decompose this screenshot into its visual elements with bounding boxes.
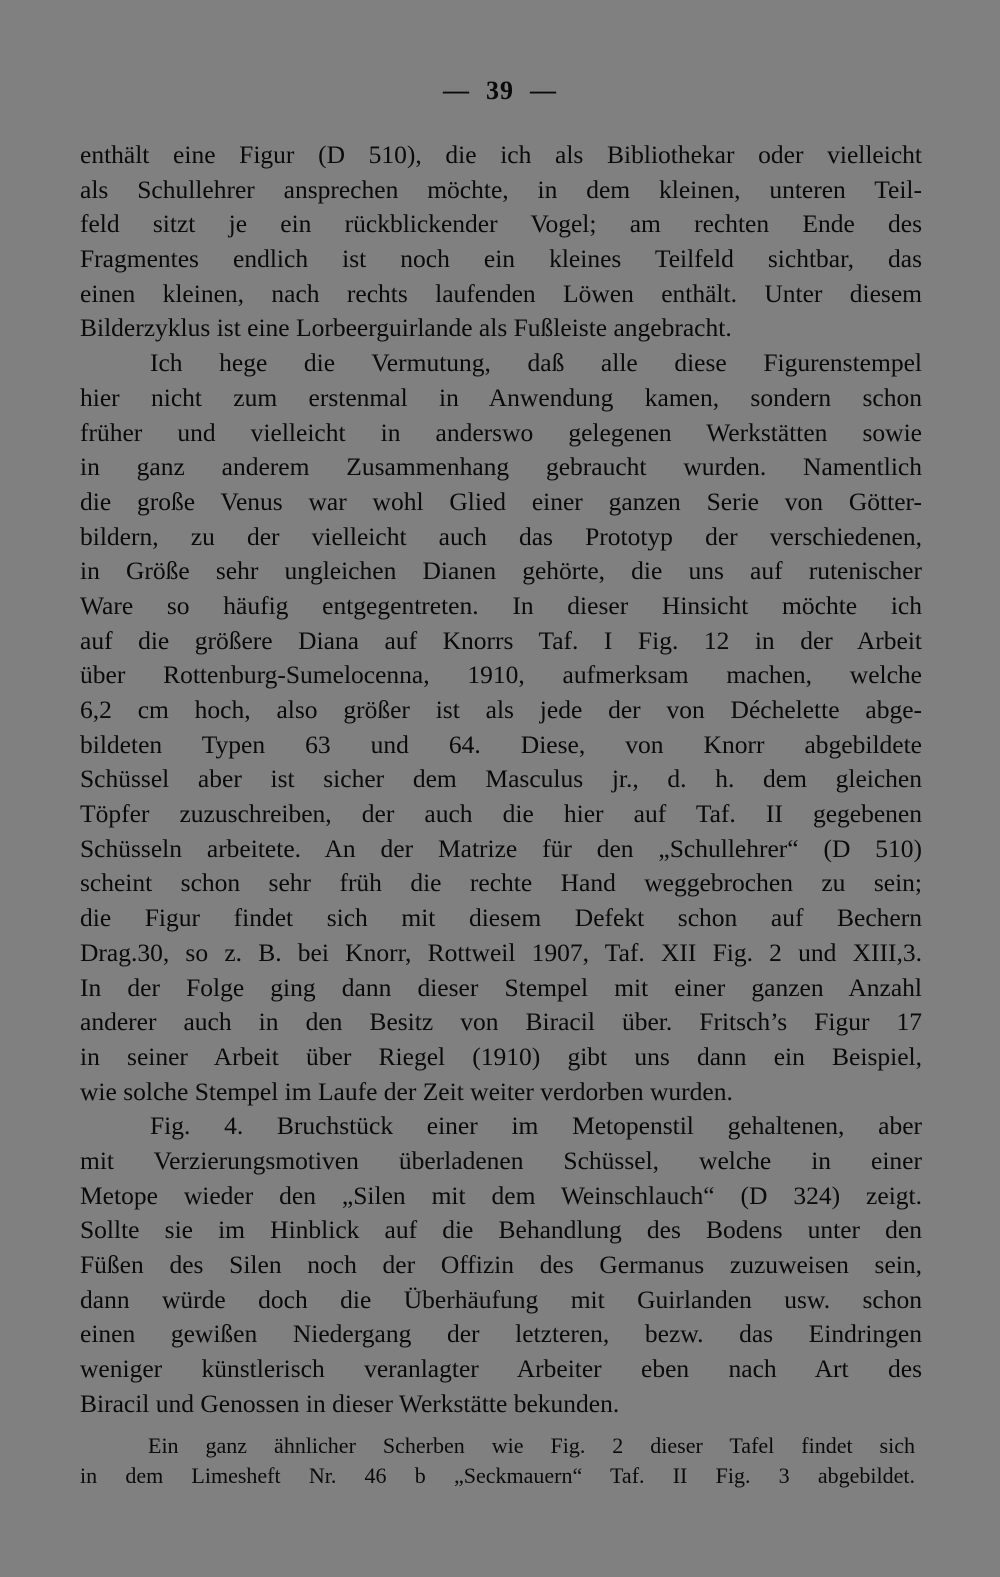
text-line: hier nicht zum erstenmal in Anwendung kamen, sondern schon <box>80 382 922 412</box>
text-line: dann würde doch die Überhäufung mit Guirlanden usw. schon <box>80 1284 922 1314</box>
page-number-header <box>0 76 1000 106</box>
page-number-dash-right: — <box>530 76 557 105</box>
text-line: weniger künstlerisch veranlagter Arbeiter eben nach Art des <box>80 1354 922 1384</box>
text-line: Töpfer zuzuschreiben, der auch die hier auf Taf. II gegebenen <box>80 799 922 829</box>
footnote-line: Ein ganz ähnlicher Scherben wie Fig. 2 dieser Tafel findet sich <box>148 1433 915 1458</box>
text-line: bildern, zu der vielleicht auch das Prototyp der verschiedenen, <box>80 521 922 551</box>
text-line: Biracil und Genossen in dieser Werkstätte bekunden. <box>80 1388 620 1418</box>
paragraph-first-line: Fig. 4. Bruchstück einer im Metopenstil gehaltenen, aber <box>150 1111 922 1141</box>
text-line: mit Verzierungsmotiven überladenen Schüssel, welche in einer <box>80 1145 922 1175</box>
text-line: einen gewißen Niedergang der letzteren, bezw. das Eindringen <box>80 1319 922 1349</box>
text-line: in Größe sehr ungleichen Dianen gehörte, die uns auf rutenischer <box>80 556 922 586</box>
text-line: anderer auch in den Besitz von Biracil über. Fritsch’s Figur 17 <box>80 1007 922 1037</box>
page-number: 39 <box>486 76 514 105</box>
text-line: in seiner Arbeit über Riegel (1910) gibt uns dann ein Beispiel, <box>80 1041 922 1071</box>
text-line: wie solche Stempel im Laufe der Zeit weiter verdorben wurden. <box>80 1076 733 1106</box>
text-line: die große Venus war wohl Glied einer ganzen Serie von Götter- <box>80 486 922 516</box>
text-line: Metope wieder den „Silen mit dem Weinschlauch“ (D 324) zeigt. <box>80 1180 922 1210</box>
text-line: über Rottenburg-Sumelocenna, 1910, aufmerksam machen, welche <box>80 660 922 690</box>
text-line: enthält eine Figur (D 510), die ich als Bibliothekar oder vielleicht <box>80 140 922 169</box>
text-line: Schüssel aber ist sicher dem Masculus jr., d. h. dem gleichen <box>80 764 922 794</box>
text-line: 6,2 cm hoch, also größer ist als jede der von Déchelette abge- <box>80 695 922 724</box>
text-line: als Schullehrer ansprechen möchte, in dem kleinen, unteren Teil- <box>80 174 922 204</box>
text-line: Sollte sie im Hinblick auf die Behandlung des Bodens unter den <box>80 1215 922 1245</box>
text-line: Fragmentes endlich ist noch ein kleines Teilfeld sichtbar, das <box>80 244 922 274</box>
page-number-dash-left: — <box>443 76 470 105</box>
text-line: früher und vielleicht in anderswo gelegenen Werkstätten sowie <box>80 417 922 447</box>
text-line: die Figur findet sich mit diesem Defekt schon auf Bechern <box>80 903 922 933</box>
text-line: feld sitzt je ein rückblickender Vogel; am rechten Ende des <box>80 209 922 239</box>
paragraph-first-line: Ich hege die Vermutung, daß alle diese Figurenstempel <box>150 348 922 378</box>
text-line: bildeten Typen 63 und 64. Diese, von Knorr abgebildete <box>80 729 922 759</box>
text-line: Ware so häufig entgegentreten. In dieser Hinsicht möchte ich <box>80 590 922 620</box>
footnote <box>80 1431 915 1491</box>
text-line: Schüsseln arbeitete. An der Matrize für den „Schullehrer“ (D 510) <box>80 833 922 863</box>
text-line: Bilderzyklus ist eine Lorbeerguirlande als Fußleiste angebracht. <box>80 313 732 343</box>
text-line: In der Folge ging dann dieser Stempel mit einer ganzen Anzahl <box>80 972 922 1002</box>
text-line: Füßen des Silen noch der Offizin des Germanus zuzuweisen sein, <box>80 1250 922 1279</box>
footnote-line: in dem Limesheft Nr. 46 b „Seckmauern“ Taf. II Fig. 3 abgebildet. <box>80 1463 915 1488</box>
text-line: auf die größere Diana auf Knorrs Taf. I Fig. 12 in der Arbeit <box>80 625 922 655</box>
text-line: einen kleinen, nach rechts laufenden Löwen enthält. Unter diesem <box>80 278 922 308</box>
body-text <box>80 138 922 1421</box>
text-line: scheint schon sehr früh die rechte Hand weggebrochen zu sein; <box>80 868 922 898</box>
text-line: in ganz anderem Zusammenhang gebraucht wurden. Namentlich <box>80 452 922 482</box>
text-line: Drag.30, so z. B. bei Knorr, Rottweil 1907, Taf. XII Fig. 2 und XIII,3. <box>80 937 922 967</box>
